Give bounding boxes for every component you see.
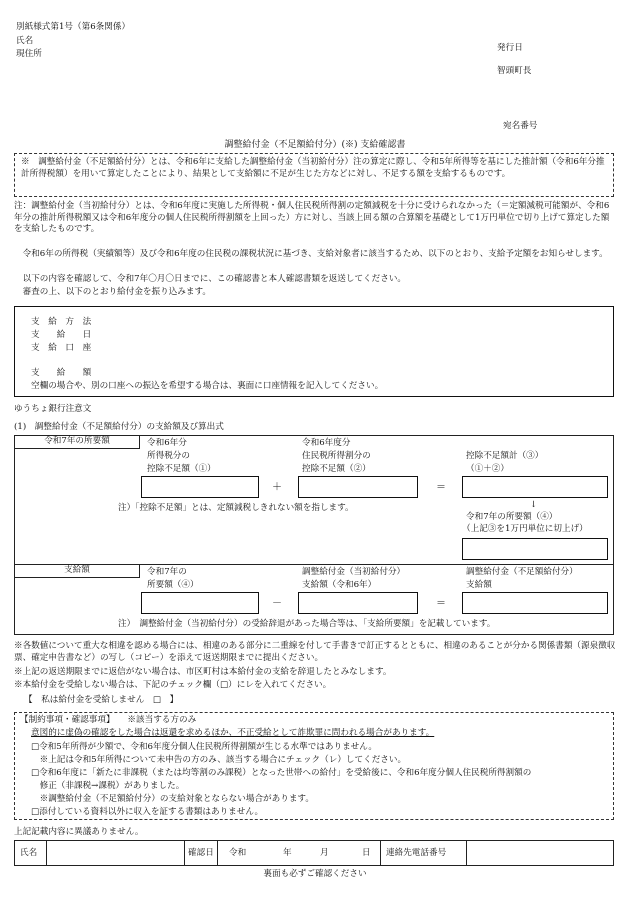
footer-year[interactable]: 年 <box>283 848 292 858</box>
restriction-item-1[interactable]: □令和5年所得が少額で、令和6年度分個人住民税所得割額が生じる水準ではありません。 <box>31 742 377 752</box>
sig-divider-1 <box>46 840 47 866</box>
col4-line-2: （上記③を1万円単位に切上げ） <box>462 524 588 534</box>
footer-name-label: 氏名 <box>20 848 38 858</box>
footer-confirm-date-label: 確認日 <box>188 848 214 858</box>
c3-line-2: 支給額 <box>466 580 492 590</box>
c2-line-2: 支給額（令和6年） <box>302 580 377 590</box>
minus-sign: － <box>272 598 282 609</box>
row2-label: 支給額 <box>14 564 140 578</box>
restriction-heading: 【制約事項・確認事項】 ※該当する方のみ <box>20 715 197 725</box>
sig-divider-4 <box>380 840 381 866</box>
payment-method-label: 支 給 方 法 <box>31 317 92 327</box>
col3-line-2: （①＋②） <box>466 464 509 474</box>
form-number: 別紙様式第1号（第6条関係） <box>16 22 131 32</box>
footer-name-field[interactable] <box>48 842 182 864</box>
footer-day[interactable]: 日 <box>362 848 371 858</box>
yucho-note: ゆうちょ銀行注意文 <box>14 404 92 414</box>
decline-checkbox-line[interactable]: 【 私は給付金を受給しません □ 】 <box>24 695 179 705</box>
c1-line-1: 令和7年の <box>147 567 187 577</box>
equals-sign-1: ＝ <box>436 482 446 493</box>
row1-label: 令和7年の所要額 <box>14 435 140 449</box>
col1-line-1: 令和6年分 <box>147 438 187 448</box>
col2-line-1: 令和6年度分 <box>302 438 351 448</box>
resident-tax-shortfall-field[interactable] <box>298 476 418 498</box>
restriction-item-6[interactable]: □添付している資料以外に収入を証する書類はありません。 <box>31 807 264 817</box>
c3-line-1: 調整給付金（不足額給付分） <box>466 567 578 577</box>
plus-sign: ＋ <box>272 482 282 493</box>
sig-divider-5 <box>466 840 467 866</box>
sig-divider-2 <box>184 840 185 866</box>
name-label: 氏名 <box>16 36 34 46</box>
issuer: 智頭町長 <box>497 66 532 76</box>
payment-amount-label: 支 給 額 <box>31 368 92 378</box>
page-title: 調整給付金（不足額給付分）(※) 支給確認書 <box>224 140 406 150</box>
col1-line-2: 所得税分の <box>147 451 190 461</box>
payment-account-label: 支 給 口 座 <box>31 343 92 353</box>
required-amount-2025-field[interactable] <box>462 538 608 560</box>
issue-date-label: 発行日 <box>497 43 523 53</box>
note-1: ※各数値について重大な相違を認める場合には、相違のある部分に二重線を付して手書きで訂正するとともに、相違のあることが分かる関係書類（源泉徴収票、確定申告書など）の写し（コピー）を添えて返送期限までに提出ください。 <box>14 641 616 663</box>
col2-line-3: 控除不足額（②） <box>302 464 371 474</box>
restriction-item-4: 修正（非課税→課税）がありました。 <box>31 781 185 791</box>
body-paragraph-2: 以下の内容を確認して、令和7年〇月〇日までに、この確認書と本人確認書類を返送してください。 <box>14 274 407 284</box>
note-2: ※上記の返送期限までに返信がない場合は、市区町村は本給付金の支給を辞退したとみなします。 <box>14 667 392 677</box>
shortfall-payment-field[interactable] <box>462 592 608 614</box>
notice-box <box>14 153 614 197</box>
income-tax-shortfall-field[interactable] <box>141 476 259 498</box>
recipient-number-label: 宛名番号 <box>503 121 538 131</box>
total-shortfall-field[interactable] <box>462 476 608 498</box>
body-paragraph-3: 審査の上、以下のとおり給付金を振り込みます。 <box>14 287 211 297</box>
c2-line-1: 調整給付金（当初給付分） <box>302 567 406 577</box>
col4-line-1: 令和7年の所要額（④） <box>466 512 558 522</box>
restriction-item-3[interactable]: □令和6年度に「新たに非課税（または均等割のみ課税）となった世帯への給付」を受給後に、令和6年度分個人住民税所得割額の <box>31 768 532 778</box>
declination-note: 注） 調整給付金（当初給付分）の受給辞退があった場合等は、「支給所要額」を記載しています。 <box>118 619 496 629</box>
initial-payment-field[interactable] <box>298 592 418 614</box>
address-label: 現住所 <box>16 49 42 59</box>
note-3: ※本給付金を受給しない場合は、下記のチェック欄（□）にレを入れてください。 <box>14 680 332 690</box>
payment-note: 空欄の場合や、別の口座への振込を希望する場合は、裏面に口座情報を記入してください。 <box>31 381 384 391</box>
back-side-note: 裏面も必ずご確認ください <box>263 869 367 879</box>
restriction-item-5: ※調整給付金（不足額給付分）の支給対象とならない場合があります。 <box>31 794 314 804</box>
c1-line-2: 所要額（④） <box>147 580 199 590</box>
confirm-line: 上記記載内容に異議ありません。 <box>14 827 144 837</box>
col3-line-1: 控除不足額計（③） <box>466 451 544 461</box>
payment-date-label: 支 給 日 <box>31 330 92 340</box>
required-amount-field[interactable] <box>141 592 259 614</box>
footnote-intro: 注：調整給付金（当初給付分）とは、令和6年度に実施した所得税・個人住民税所得割の定額減税を十分に受けられなかった（＝定額減税可能額が、令和6年分の推計所得税額又は令和6年度分の個人住民税所得割額を上回った）方に対し、当該上回る額の合算額を基礎として1万円単位で切り上げて算定した額を支給したものです。 <box>14 201 610 235</box>
notice-text: ※ 調整給付金（不足額給付分）とは、令和6年に支給した調整給付金（当初給付分）注の算定に際し、令和5年所得等を基にした推計額（令和6年分推計所得税額）を用いて算定したことにより、結果として支給額に不足が生じた方などに対し、不足する額を支給するものです。 <box>21 157 605 179</box>
footer-era: 令和 <box>229 848 247 858</box>
col1-line-3: 控除不足額（①） <box>147 464 216 474</box>
down-arrow: ↓ <box>530 500 538 510</box>
footer-phone-field[interactable] <box>468 842 612 864</box>
footer-month[interactable]: 月 <box>320 848 329 858</box>
sig-divider-3 <box>217 840 218 866</box>
col2-line-2: 住民税所得割分の <box>302 451 371 461</box>
restriction-warning: 意図的に虚偽の確認をした場合は返還を求めるほか、不正受給として詐欺罪に問われる場合があります。 <box>31 728 435 738</box>
section-1-heading: (1) 調整給付金（不足額給付分）の支給額及び算出式 <box>14 422 224 432</box>
shortfall-definition-note: 注）「控除不足額」とは、定額減税しきれない額を指します。 <box>118 503 354 513</box>
body-paragraph-1: 令和6年の所得税（実績額等）及び令和6年度の住民税の課税状況に基づき、支給対象者に該当するため、以下のとおり、支給予定額をお知らせします。 <box>14 249 608 259</box>
equals-sign-2: ＝ <box>436 598 446 609</box>
footer-phone-label: 連絡先電話番号 <box>386 848 447 858</box>
restriction-item-2: ※上記は令和5年所得について未申告の方のみ、該当する場合にチェック（レ）してください。 <box>31 755 407 765</box>
